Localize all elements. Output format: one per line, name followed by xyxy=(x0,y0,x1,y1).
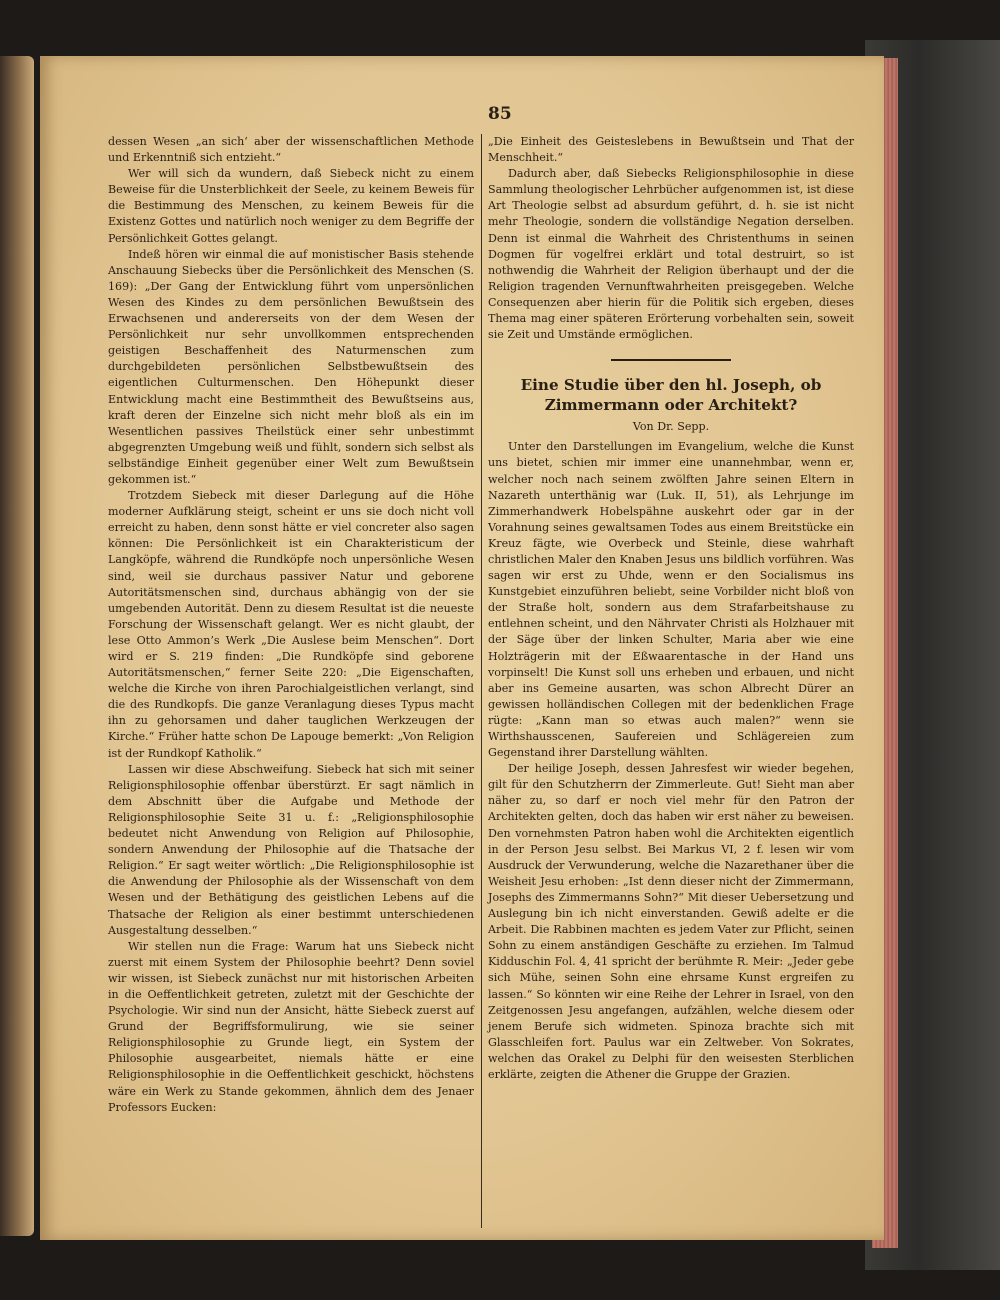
column-divider xyxy=(481,134,482,1228)
paragraph: Trotzdem Siebeck mit dieser Darlegung auf die Höhe moderner Aufklärung steigt, scheint er uns sie doch nicht voll erreicht zu haben, denn sonst hätte er viel concreter also sagen können: Die Persönlichkeit ist ein Charakteristicum der Langköpfe, während die Rundköpfe noch unpersönliche Wesen sind, weil sie durchaus passiver Natur und geborene Autoritätsmenschen sind, durchaus abhängig von der sie umgebenden Autorität. Denn zu diesem Resultat ist die neueste Forschung der Wissenschaft gelangt. Wer es nicht glaubt, der lese Otto Ammon’s Werk „Die Auslese beim Menschen“. Dort wird er S. 219 finden: „Die Rundköpfe sind geborene Autoritätsmenschen,“ ferner Seite 220: „Die Eigenschaften, welche die Kirche von ihren Parochialgeistlichen verlangt, sind die des Rundkopfs. Die ganze Veranlagung dieses Typus macht ihn zu gehorsamen und daher tauglichen Werkzeugen der Kirche.“ Früher hatte schon De Lapouge bemerkt: „Von Religion ist der Rundkopf Katholik.“ xyxy=(108,489,474,760)
article-title: Eine Studie über den hl. Joseph, ob Zimmermann oder Architekt? xyxy=(520,376,822,415)
paragraph: Wir stellen nun die Frage: Warum hat uns Siebeck nicht zuerst mit einem System der Philosophie beehrt? Denn soviel wir wissen, ist Siebeck zunächst nur mit historischen Arbeiten in die Oeffentlichkeit getreten, zuletzt mit der Geschichte der Psychologie. Wir sind nun der Ansicht, hätte Siebeck zuerst auf Grund der Begriffsformulirung, wie sie seiner Religionsphilosophie zu Grunde liegt, ein System der Philosophie ausgearbeitet, niemals hätte er eine Religionsphilosophie in die Oeffentlichkeit geschickt, höchstens wäre ein Werk zu Stande gekommen, ähnlich dem des Jenaer Professors Eucken: xyxy=(108,939,474,1114)
paragraph: Wer will sich da wundern, daß Siebeck nicht zu einem Beweise für die Unsterblichkeit der Seele, zu keinem Beweis für die Bestimmung des Menschen, zu keinem Beweis für die Existenz Gottes und natürlich noch weniger zu dem Begriffe der Persönlichkeit Gottes gelangt. xyxy=(108,167,474,245)
paragraph: „Die Einheit des Geisteslebens in Bewußtsein und That der Menschheit.“ xyxy=(488,135,854,165)
section-separator xyxy=(611,359,731,361)
right-column xyxy=(488,134,854,1083)
paragraph: Lassen wir diese Abschweifung. Siebeck hat sich mit seiner Religionsphilosophie offenbar überstürzt. Er sagt nämlich in dem Abschnitt über die Aufgabe und Methode der Religionsphilosophie Seite 31 u. f.: „Religionsphilosophie bedeutet nicht Anwendung von Religion auf Philosophie, sondern Anwendung der Philosophie auf die Thatsache der Religion.“ Er sagt weiter wörtlich: „Die Religionsphilosophie ist die Anwendung der Philosophie als der Wissenschaft von dem Wesen und der Bethätigung des geistlichen Lebens auf die Thatsache der Religion als einer bestimmt unterschiedenen Ausgestaltung desselben.“ xyxy=(108,762,474,937)
paragraph: dessen Wesen „an sich‘ aber der wissenschaftlichen Methode und Erkenntniß sich entzieht.“ xyxy=(108,135,474,165)
paragraph: Unter den Darstellungen im Evangelium, welche die Kunst uns bietet, schien mir immer eine unannehmbar, wenn er, welcher noch nach seinem zwölften Jahre seinen Eltern in Nazareth unterthänig war (Luk. II, 51), als Lehrjunge im Zimmerhandwerk Hobelspähne auskehrt oder gar in der Vorahnung seines gewaltsamen Todes aus einem Breitstücke ein Kreuz fägte, wie Overbeck und Steinle, diese wahrhaft christlichen Maler den Knaben Jesus uns bildlich vorführen. Was sagen wir erst zu Uhde, wenn er den Socialismus ins Kunstgebiet einzuführen beliebt, seine Vorbilder nicht bloß von der Straße holt, sondern aus dem Strafarbeitshause zu entlehnen scheint, und den Nährvater Christi als Holzhauer mit der Säge über der linken Schulter, Maria aber wie eine Holzträgerin mit der Eßwaarentasche in der Hand uns vorpinselt! Die Kunst soll uns erheben und erbauen, und nicht aber ins Gemeine ausarten, was schon Albrecht Dürer an gewissen holländischen Collegen mit der bedenklichen Frage rügte: „Kann man so etwas auch malen?“ wenn sie Wirthshausscenen, Saufereien und Schlägereien zum Gegenstand ihrer Darstellung wählten. xyxy=(488,440,854,760)
paragraph: Dadurch aber, daß Siebecks Religionsphilosophie in diese Sammlung theologischer Lehrbücher aufgenommen ist, ist diese Art Theologie selbst ad absurdum geführt, d. h. sie ist nicht mehr Theologie, sondern die vollständige Negation derselben. Denn ist einmal die Wahrheit des Christenthums in seinen Dogmen für vogelfrei erklärt und total destruirt, so ist nothwendig die Wahrheit der Religion überhaupt und der die Religion tragenden Vernunftwahrheiten preisgegeben. Welche Consequenzen aber hierin für die Politik sich ergeben, dieses Thema mag einer späteren Erörterung vorbehalten sein, soweit sie Zeit und Umstände ermöglichen. xyxy=(488,167,854,342)
paragraph: Indeß hören wir einmal die auf monistischer Basis stehende Anschauung Siebecks über die Persönlichkeit des Menschen (S. 169): „Der Gang der Entwicklung führt vom unpersönlichen Wesen des Kindes zu dem persönlichen Bewußtsein des Erwachsenen und andererseits von der dem Wesen der Persönlichkeit nur sehr unvollkommen entsprechenden geistigen Beschaffenheit des Naturmenschen zum durchgebildeten persönlichen Selbstbewußtsein des eigentlichen Culturmenschen. Den Höhepunkt dieser Entwicklung macht eine Bestimmtheit des Bewußtseins aus, kraft deren der Einzelne sich nicht mehr bloß als ein im Wesentlichen passives Theilstück einer sehr unbestimmt abgegrenzten Umgebung weiß und fühlt, sondern sich selbst als selbständige Einheit gegenüber einer Welt zum Bewußtsein gekommen ist.“ xyxy=(108,247,474,486)
paragraph: Der heilige Joseph, dessen Jahresfest wir wieder begehen, gilt für den Schutzherrn der Zimmerleute. Gut! Sieht man aber näher zu, so darf er noch viel mehr für den Patron der Architekten gelten, doch das haben wir erst näher zu beweisen. Den vornehmsten Patron haben wohl die Architekten eigentlich in der Person Jesu selbst. Bei Markus VI, 2 f. lesen wir vom Ausdruck der Verwunderung, welche die Nazarethaner über die Weisheit Jesu erhoben: „Ist denn dieser nicht der Zimmermann, Josephs des Zimmermanns Sohn?“ Mit dieser Uebersetzung und Auslegung bin ich nicht einverstanden. Gewiß adelte er die Arbeit. Die Rabbinen machten es jedem Vater zur Pflicht, seinen Sohn zu einem anständigen Geschäfte zu erziehen. Im Talmud Kidduschin Fol. 4, 41 spricht der berühmte R. Meir: „Jeder gebe sich Mühe, seinen Sohn eine ehrsame Kunst ergreifen zu lassen.“ So könnten wir eine Reihe der Lehrer in Israel, von den Zeitgenossen Jesu angefangen, aufzählen, welche diesem oder jenem Berufe sich widmeten. Spinoza brachte sich mit Glasschleifen fort. Paulus war ein Zeltweber. Von Sokrates, welchen das Orakel zu Delphi für den weisesten Sterblichen erklärte, zeigten die Athener die Gruppe der Grazien. xyxy=(488,762,854,1081)
page-number: 85 xyxy=(488,104,512,124)
book-page xyxy=(40,56,884,1240)
left-column xyxy=(108,134,474,1116)
article-byline: Von Dr. Sepp. xyxy=(632,420,710,434)
adjacent-page-edge xyxy=(0,56,34,1236)
